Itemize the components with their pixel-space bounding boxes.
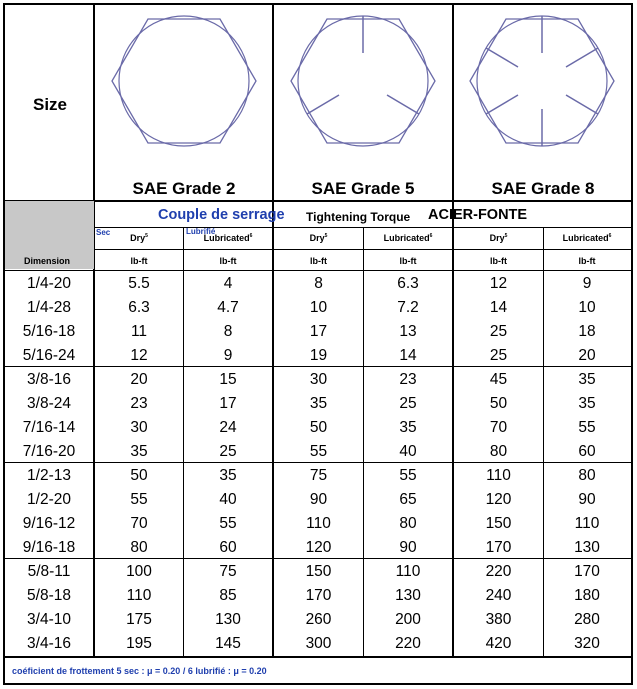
dimension-cell: 9/16-18 xyxy=(22,539,76,556)
grade-2-label: SAE Grade 2 xyxy=(132,179,236,198)
condition-label: Lubricated xyxy=(203,233,250,243)
torque-value-cell: 23 xyxy=(130,395,148,412)
torque-value-cell: 110 xyxy=(395,563,421,580)
torque-value-cell: 6.3 xyxy=(128,299,150,316)
torque-value-cell: 20 xyxy=(130,371,148,388)
grade-8-cell xyxy=(454,5,632,200)
dimension-cell: 3/4-10 xyxy=(27,611,71,628)
torque-value-cell: 35 xyxy=(130,443,148,460)
torque-value-cell: 60 xyxy=(578,443,596,460)
torque-value-cell: 80 xyxy=(489,443,508,460)
grade-2-cell xyxy=(95,5,273,200)
torque-value-cell: 80 xyxy=(130,539,148,556)
torque-value-cell: 18 xyxy=(578,323,596,340)
dimension-cell: 1/4-20 xyxy=(27,275,71,292)
hex-bolt-3-radial-lines-icon xyxy=(274,5,452,175)
grid-line xyxy=(93,249,631,250)
torque-value-cell: 25 xyxy=(489,347,508,364)
torque-value-cell: 195 xyxy=(126,635,152,652)
torque-value-cell: 40 xyxy=(219,491,237,508)
torque-value-cell: 110 xyxy=(126,587,152,604)
torque-value-cell: 4.7 xyxy=(217,299,239,316)
dimension-cell: 1/4-28 xyxy=(27,299,71,316)
torque-value-cell: 10 xyxy=(578,299,596,316)
condition-label: Lubricated xyxy=(562,233,609,243)
torque-value-cell: 8 xyxy=(223,323,233,340)
torque-value-cell: 35 xyxy=(309,395,328,412)
torque-value-cell: 180 xyxy=(574,587,600,604)
torque-value-cell: 30 xyxy=(309,371,328,388)
torque-value-cell: 35 xyxy=(578,371,596,388)
title-french: Couple de serrage xyxy=(158,207,285,223)
torque-value-cell: 13 xyxy=(399,323,417,340)
torque-value-cell: 35 xyxy=(578,395,596,412)
dimension-cell: 1/2-13 xyxy=(27,467,71,484)
grade-5-label: SAE Grade 5 xyxy=(311,179,415,198)
condition-footnote-ref: 5 xyxy=(324,233,328,239)
lubricated-header xyxy=(544,233,630,243)
torque-value-cell: 80 xyxy=(399,515,417,532)
torque-value-cell: 90 xyxy=(309,491,328,508)
grade-5-cell xyxy=(274,5,452,200)
grade-8-label: SAE Grade 8 xyxy=(491,179,595,198)
torque-value-cell: 6.3 xyxy=(397,275,419,292)
torque-value-cell: 420 xyxy=(485,635,512,652)
torque-value-cell: 12 xyxy=(130,347,148,364)
condition-label: Dry xyxy=(309,233,325,243)
torque-value-cell: 300 xyxy=(305,635,332,652)
torque-value-cell: 240 xyxy=(485,587,512,604)
dimension-cell: 5/16-24 xyxy=(22,347,76,364)
condition-footnote-ref: 6 xyxy=(429,233,433,239)
dimension-cell: 3/8-24 xyxy=(27,395,71,412)
torque-value-cell: 110 xyxy=(306,515,331,532)
torque-value-cell: 320 xyxy=(574,635,600,652)
unit-label: lb-ft xyxy=(310,256,327,266)
lubrifie-note: Lubrifié xyxy=(186,227,216,236)
torque-value-cell: 90 xyxy=(399,539,417,556)
dry-header xyxy=(95,233,183,243)
grid-line xyxy=(5,270,631,271)
lubricated-header xyxy=(184,233,272,243)
torque-value-cell: 25 xyxy=(219,443,237,460)
torque-value-cell: 80 xyxy=(578,467,596,484)
title-material: ACIER-FONTE xyxy=(428,207,528,223)
size-label: Size xyxy=(33,95,68,114)
torque-value-cell: 55 xyxy=(130,491,148,508)
torque-value-cell: 20 xyxy=(578,347,596,364)
torque-value-cell: 50 xyxy=(309,419,328,436)
torque-value-cell: 75 xyxy=(219,563,237,580)
torque-value-cell: 55 xyxy=(309,443,328,460)
torque-value-cell: 15 xyxy=(219,371,237,388)
friction-footnote: coéficient de frottement 5 sec : μ = 0.20 / 6 lubrifié : μ = 0.20 xyxy=(12,666,267,676)
dry-header xyxy=(274,233,363,243)
torque-value-cell: 50 xyxy=(489,395,508,412)
torque-value-cell: 25 xyxy=(399,395,417,412)
dimension-cell: 7/16-14 xyxy=(22,419,76,436)
torque-value-cell: 130 xyxy=(395,587,421,604)
title-english: Tightening Torque xyxy=(306,210,411,224)
torque-value-cell: 145 xyxy=(215,635,241,652)
torque-value-cell: 260 xyxy=(305,611,332,628)
torque-value-cell: 19 xyxy=(309,347,328,364)
unit-label: lb-ft xyxy=(578,256,596,266)
torque-value-cell: 70 xyxy=(130,515,148,532)
hex-bolt-6-radial-lines-icon xyxy=(454,5,630,175)
torque-value-cell: 10 xyxy=(309,299,328,316)
torque-value-cell: 220 xyxy=(395,635,421,652)
torque-value-cell: 17 xyxy=(309,323,328,340)
torque-value-cell: 5.5 xyxy=(128,275,150,292)
torque-value-cell: 7.2 xyxy=(397,299,419,316)
torque-value-cell: 4 xyxy=(223,275,233,292)
dry-header xyxy=(454,233,543,243)
torque-value-cell: 175 xyxy=(126,611,152,628)
torque-value-cell: 100 xyxy=(126,563,152,580)
torque-value-cell: 9 xyxy=(582,275,592,292)
unit-label: lb-ft xyxy=(219,256,237,266)
torque-value-cell: 110 xyxy=(574,515,600,532)
grid-line xyxy=(5,200,631,202)
condition-footnote-ref: 5 xyxy=(504,233,508,239)
torque-value-cell: 24 xyxy=(219,419,237,436)
torque-value-cell: 70 xyxy=(489,419,508,436)
torque-value-cell: 40 xyxy=(399,443,417,460)
hex-bolt-no-marks-icon xyxy=(95,5,273,175)
torque-value-cell: 30 xyxy=(130,419,148,436)
unit-label: lb-ft xyxy=(130,256,148,266)
torque-value-cell: 45 xyxy=(489,371,508,388)
dimension-cell: 5/8-18 xyxy=(27,587,71,604)
torque-value-cell: 220 xyxy=(485,563,512,580)
condition-label: Dry xyxy=(130,233,146,243)
torque-value-cell: 110 xyxy=(486,467,511,484)
torque-value-cell: 25 xyxy=(489,323,508,340)
torque-value-cell: 130 xyxy=(215,611,241,628)
dimension-cell: 5/8-11 xyxy=(27,563,71,580)
torque-value-cell: 60 xyxy=(219,539,237,556)
torque-value-cell: 9 xyxy=(223,347,233,364)
table-title xyxy=(94,203,630,227)
dimension-cell: 3/8-16 xyxy=(27,371,71,388)
torque-value-cell: 35 xyxy=(399,419,417,436)
grid-line xyxy=(93,227,631,228)
torque-value-cell: 75 xyxy=(309,467,328,484)
unit-label: lb-ft xyxy=(490,256,507,266)
condition-label: Lubricated xyxy=(383,233,430,243)
dimension-cell: 9/16-12 xyxy=(22,515,76,532)
dimension-label: Dimension xyxy=(23,256,70,266)
torque-value-cell: 200 xyxy=(395,611,421,628)
torque-value-cell: 55 xyxy=(578,419,596,436)
condition-footnote-ref: 6 xyxy=(249,233,253,239)
torque-value-cell: 170 xyxy=(305,587,332,604)
dimension-cell: 7/16-20 xyxy=(22,443,76,460)
torque-value-cell: 14 xyxy=(489,299,508,316)
torque-value-cell: 65 xyxy=(399,491,417,508)
torque-value-cell: 90 xyxy=(578,491,596,508)
torque-value-cell: 280 xyxy=(574,611,600,628)
torque-value-cell: 12 xyxy=(489,275,508,292)
torque-value-cell: 380 xyxy=(485,611,512,628)
dimension-cell: 5/16-18 xyxy=(22,323,76,340)
torque-value-cell: 50 xyxy=(130,467,148,484)
torque-value-cell: 150 xyxy=(305,563,332,580)
torque-value-cell: 11 xyxy=(130,323,148,340)
torque-value-cell: 120 xyxy=(305,539,332,556)
torque-value-cell: 170 xyxy=(485,539,512,556)
torque-value-cell: 55 xyxy=(219,515,237,532)
sec-note: Sec xyxy=(96,228,111,237)
dimension-cell: 1/2-20 xyxy=(27,491,71,508)
grid-line xyxy=(5,656,631,658)
condition-label: Dry xyxy=(489,233,505,243)
condition-footnote-ref: 6 xyxy=(608,233,612,239)
torque-value-cell: 130 xyxy=(574,539,600,556)
torque-value-cell: 8 xyxy=(314,275,323,292)
torque-value-cell: 85 xyxy=(219,587,237,604)
torque-value-cell: 120 xyxy=(485,491,512,508)
unit-label: lb-ft xyxy=(399,256,417,266)
lubricated-header xyxy=(364,233,452,243)
dimension-cell: 3/4-16 xyxy=(27,635,71,652)
torque-value-cell: 35 xyxy=(219,467,237,484)
torque-value-cell: 17 xyxy=(219,395,237,412)
condition-footnote-ref: 5 xyxy=(145,233,148,239)
torque-value-cell: 14 xyxy=(399,347,417,364)
torque-value-cell: 170 xyxy=(574,563,600,580)
torque-value-cell: 23 xyxy=(399,371,417,388)
torque-value-cell: 150 xyxy=(485,515,512,532)
torque-value-cell: 55 xyxy=(399,467,417,484)
